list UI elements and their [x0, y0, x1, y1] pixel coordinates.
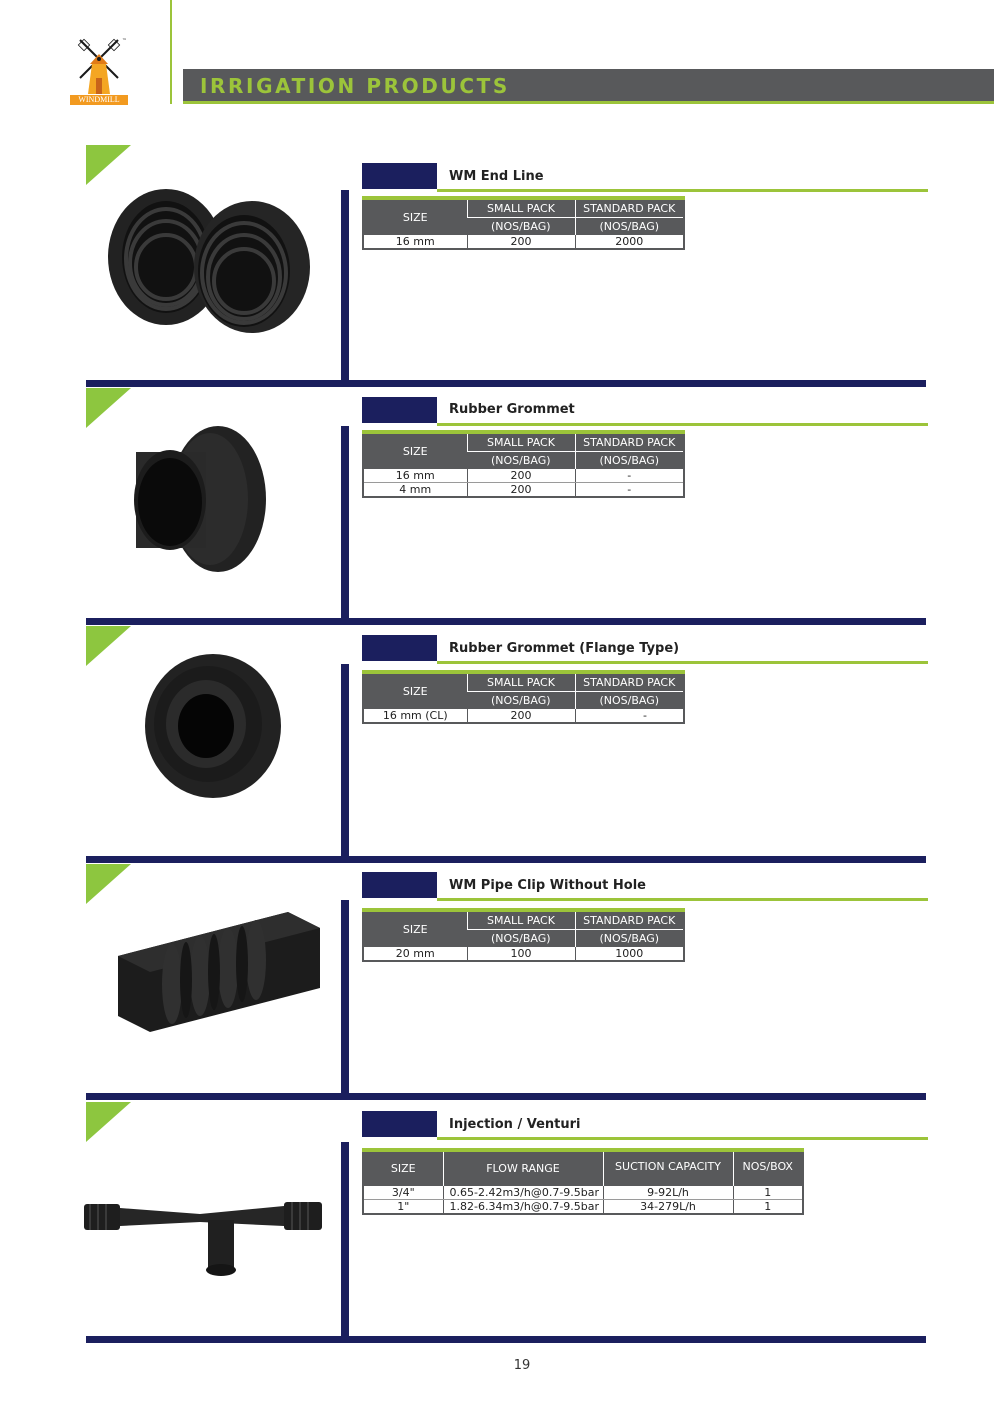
table-row	[363, 1200, 803, 1215]
header-size: SIZE	[363, 672, 467, 709]
title-underline	[437, 1137, 928, 1140]
header-standard-pack: STANDARD PACK	[575, 198, 684, 218]
title-underline	[437, 898, 928, 901]
flange-grommet-icon	[140, 652, 286, 802]
spec-table	[362, 670, 685, 724]
title-marker	[362, 1111, 437, 1137]
spec-table	[362, 196, 685, 250]
brand-name: WINDMILL	[70, 95, 128, 105]
cell-small-pack: 100	[467, 947, 575, 961]
header-small-pack: SMALL PACK	[467, 910, 575, 930]
header-suction-capacity: SUCTION CAPACITY	[603, 1150, 733, 1186]
header-size: SIZE	[363, 432, 467, 469]
table-row	[363, 469, 684, 483]
pipe-clip-icon	[110, 904, 326, 1036]
subheader-unit: (NOS/BAG)	[575, 218, 684, 236]
table-row	[363, 709, 684, 723]
title-marker	[362, 163, 437, 189]
section-divider-vertical	[341, 426, 349, 620]
cell-size: 20 mm	[395, 947, 435, 960]
subheader-unit: (NOS/BAG)	[575, 930, 684, 948]
cell-nos-box: 1	[733, 1186, 803, 1200]
header-size: SIZE	[363, 198, 467, 235]
title-underline	[437, 661, 928, 664]
cell-small-pack: 200	[467, 469, 575, 483]
cell-standard-pack: -	[575, 709, 684, 723]
corner-accent	[86, 1102, 131, 1142]
header-size: SIZE	[363, 910, 467, 947]
rubber-grommet-icon	[130, 424, 270, 574]
cell-standard-pack: 1000	[575, 947, 684, 961]
subheader-unit: (NOS/BAG)	[467, 692, 575, 710]
header-small-pack: SMALL PACK	[467, 198, 575, 218]
title-marker	[362, 635, 437, 661]
header-nos-box: NOS/BOX	[733, 1150, 803, 1186]
cell-suction-capacity: 34-279L/h	[603, 1200, 733, 1215]
header-standard-pack: STANDARD PACK	[575, 910, 684, 930]
end-line-fitting-icon	[104, 185, 316, 335]
cell-small-pack: 200	[467, 483, 575, 498]
section-divider-horizontal	[86, 380, 926, 387]
section-divider-vertical	[341, 190, 349, 380]
product-title: Rubber Grommet	[449, 402, 575, 417]
cell-size: 4 mm	[399, 483, 432, 496]
corner-accent	[86, 626, 131, 666]
table-row	[363, 1186, 803, 1200]
venturi-injector-icon	[80, 1196, 326, 1280]
table-row	[363, 235, 684, 249]
page-number: 19	[513, 1358, 531, 1373]
section-divider-horizontal	[86, 856, 926, 863]
spec-table	[362, 1148, 804, 1215]
cell-flow-range: 0.65-2.42m3/h@0.7-9.5bar	[443, 1186, 603, 1200]
corner-accent	[86, 864, 131, 904]
subheader-unit: (NOS/BAG)	[467, 218, 575, 236]
table-row	[363, 483, 684, 498]
cell-size: 16 mm (CL)	[382, 709, 448, 722]
cell-size: 3/4"	[363, 1186, 443, 1200]
page-title: IRRIGATION PRODUCTS	[200, 74, 510, 98]
svg-text:™: ™	[122, 38, 127, 44]
header-standard-pack: STANDARD PACK	[575, 672, 684, 692]
cell-flow-range: 1.82-6.34m3/h@0.7-9.5bar	[443, 1200, 603, 1215]
product-title: WM End Line	[449, 169, 544, 184]
section-divider-vertical	[341, 664, 349, 858]
product-title: Injection / Venturi	[449, 1117, 581, 1132]
title-marker	[362, 872, 437, 898]
cell-size: 16 mm	[395, 235, 435, 248]
section-divider-horizontal	[86, 618, 926, 625]
title-underline	[437, 423, 928, 426]
corner-accent	[86, 388, 131, 428]
cell-standard-pack: 2000	[575, 235, 684, 249]
spec-table	[362, 430, 685, 498]
product-title: Rubber Grommet (Flange Type)	[449, 641, 680, 656]
header-size: SIZE	[363, 1150, 443, 1186]
cell-nos-box: 1	[733, 1200, 803, 1215]
subheader-unit: (NOS/BAG)	[575, 452, 684, 470]
corner-accent	[86, 145, 131, 185]
cell-suction-capacity: 9-92L/h	[603, 1186, 733, 1200]
section-divider-vertical	[341, 1142, 349, 1336]
cell-standard-pack: -	[575, 469, 684, 483]
cell-size: 1"	[397, 1200, 410, 1213]
cell-size: 16 mm	[363, 469, 467, 483]
cell-small-pack: 200	[467, 709, 575, 723]
section-divider-horizontal	[86, 1336, 926, 1343]
title-marker	[362, 397, 437, 423]
title-underline	[437, 189, 928, 192]
header-divider	[170, 0, 172, 104]
section-divider-horizontal	[86, 1093, 926, 1100]
header-small-pack: SMALL PACK	[467, 432, 575, 452]
header-small-pack: SMALL PACK	[467, 672, 575, 692]
cell-standard-pack: -	[575, 483, 684, 498]
subheader-unit: (NOS/BAG)	[575, 692, 684, 710]
product-title: WM Pipe Clip Without Hole	[449, 878, 646, 893]
header-standard-pack: STANDARD PACK	[575, 432, 684, 452]
header-flow-range: FLOW RANGE	[443, 1150, 603, 1186]
subheader-unit: (NOS/BAG)	[467, 930, 575, 948]
table-row	[363, 947, 684, 961]
section-divider-vertical	[341, 900, 349, 1094]
subheader-unit: (NOS/BAG)	[467, 452, 575, 470]
spec-table	[362, 908, 685, 962]
cell-small-pack: 200	[467, 235, 575, 249]
